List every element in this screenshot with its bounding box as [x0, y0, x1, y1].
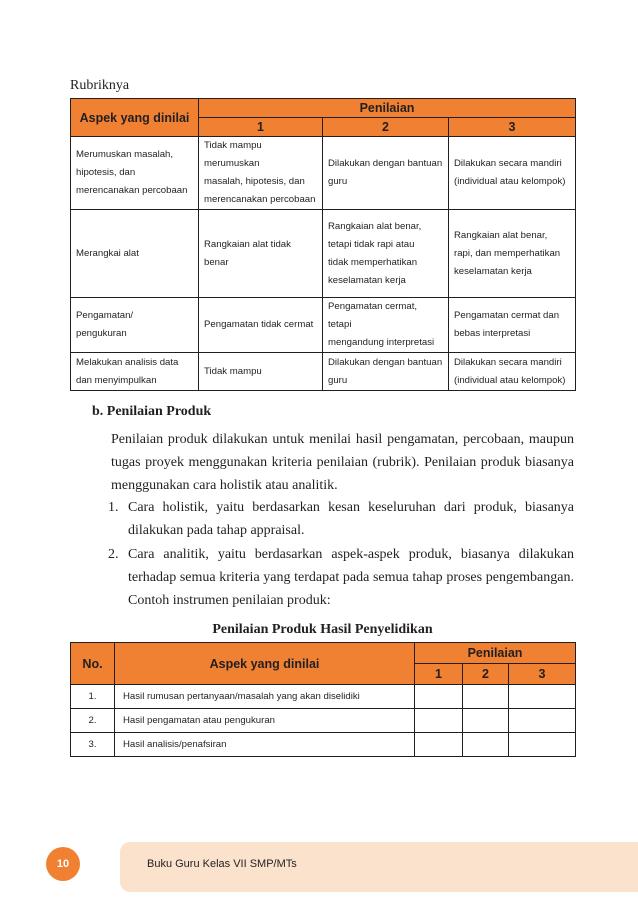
cell-line: tidak memperhatikan [328, 256, 418, 268]
rubric-aspect-cell [71, 210, 199, 298]
rubric-header-penilaian: Penilaian [199, 99, 576, 118]
cell-line: Pengamatan tidak cermat [204, 319, 314, 330]
rubric-aspect-cell [71, 298, 199, 353]
cell-line: keselamatan kerja [328, 274, 406, 286]
list-item-number: 1. [108, 500, 119, 515]
list-item [108, 543, 574, 612]
cell-line: Pengamatan cermat dan [454, 310, 560, 321]
cell-line: tetapi tidak rapi atau [328, 238, 415, 250]
cell-line: Pengamatan/ [76, 310, 134, 321]
score-cell [415, 685, 463, 709]
table-row [71, 353, 576, 391]
rubric-score-cell [449, 298, 576, 353]
table-row [71, 733, 576, 757]
table-row [71, 298, 576, 353]
product-header-no: No. [71, 643, 115, 685]
cell-line: Merumuskan masalah, [76, 149, 174, 160]
rubric-score-cell [323, 210, 449, 298]
rubric-score-header: 1 [199, 118, 323, 137]
rubric-score-cell [449, 210, 576, 298]
product-score-header: 2 [463, 664, 509, 685]
list-item-number: 2. [108, 547, 119, 562]
rubric-aspect-cell [71, 353, 199, 391]
score-cell [415, 733, 463, 757]
cell-line: Rangkaian alat benar, [454, 229, 548, 241]
row-number: 3. [71, 733, 115, 757]
score-cell [415, 709, 463, 733]
section-heading: b. Penilaian Produk [92, 404, 212, 419]
rubric-table [70, 98, 576, 391]
cell-line: Dilakukan secara mandiri [454, 356, 562, 368]
row-number: 2. [71, 709, 115, 733]
cell-line: Merangkai alat [76, 247, 139, 259]
product-score-header: 3 [509, 664, 576, 685]
cell-line: (individual atau kelompok) [454, 374, 566, 386]
cell-line: Dilakukan dengan bantuan [328, 356, 443, 368]
cell-line: bebas interpretasi [454, 328, 531, 339]
product-header-aspect: Aspek yang dinilai [115, 643, 415, 685]
cell-line: merencanakan percobaan [204, 194, 316, 205]
rubric-score-cell [323, 298, 449, 353]
section-paragraph: Penilaian produk dilakukan untuk menilai hasil pengamatan, percobaan, maupun tugas proyek menggunakan kriteria penilaian (rubrik). Penilaian produk biasanya menggunakan cara holistik atau analitik. [111, 432, 574, 493]
rubric-score-cell [199, 137, 323, 210]
cell-line: Tidak mampu [204, 365, 262, 377]
cell-line: Dilakukan dengan bantuan [328, 158, 443, 169]
cell-line: merencanakan percobaan [76, 185, 188, 196]
row-number: 1. [71, 685, 115, 709]
product-table-title: Penilaian Produk Hasil Penyelidikan [212, 622, 433, 637]
cell-line: Rangkaian alat tidak benar [204, 238, 291, 268]
rubric-score-cell [199, 298, 323, 353]
rubric-score-header: 3 [449, 118, 576, 137]
score-cell [509, 733, 576, 757]
rubric-label: Rubriknya [70, 78, 130, 93]
method-list [108, 496, 574, 613]
table-row [71, 137, 576, 210]
rubric-score-cell [323, 137, 449, 210]
score-cell [509, 709, 576, 733]
rubric-aspect-cell [71, 137, 199, 210]
cell-line: rapi, dan memperhatikan [454, 247, 561, 259]
cell-line: Rangkaian alat benar, [328, 220, 422, 232]
table-row [71, 210, 576, 298]
cell-line: Melakukan analisis data [76, 356, 179, 368]
cell-line: pengukuran [76, 328, 127, 339]
row-aspect: Hasil rumusan pertanyaan/masalah yang akan diselidiki [115, 685, 415, 709]
score-cell [463, 733, 509, 757]
rubric-header-aspect: Aspek yang dinilai [71, 99, 199, 137]
list-item-text: Cara holistik, yaitu berdasarkan kesan keseluruhan dari produk, biasanya dilakukan pada tahap appraisal. [128, 500, 574, 538]
table-row [71, 709, 576, 733]
score-cell [509, 685, 576, 709]
cell-line: keselamatan kerja [454, 265, 532, 277]
rubric-score-header: 2 [323, 118, 449, 137]
cell-line: guru [328, 374, 348, 386]
list-item [108, 496, 574, 542]
row-aspect: Hasil analisis/penafsiran [115, 733, 415, 757]
cell-line: guru [328, 176, 348, 187]
product-header-penilaian: Penilaian [415, 643, 576, 664]
cell-line: dan menyimpulkan [76, 374, 157, 386]
list-item-text: Cara analitik, yaitu berdasarkan aspek-aspek produk, biasanya dilakukan terhadap semua kriteria yang terdapat pada semua tahap proses pengembangan. Contoh instrumen penilaian produk: [128, 547, 574, 608]
product-score-header: 1 [415, 664, 463, 685]
cell-line: Dilakukan secara mandiri [454, 158, 562, 169]
cell-line: Pengamatan cermat, tetapi [328, 301, 418, 330]
table-row [71, 685, 576, 709]
product-table [70, 642, 576, 757]
row-aspect: Hasil pengamatan atau pengukuran [115, 709, 415, 733]
cell-line: mengandung interpretasi [328, 337, 435, 348]
rubric-score-cell [199, 353, 323, 391]
rubric-score-cell [449, 137, 576, 210]
cell-line: masalah, hipotesis, dan [204, 176, 305, 187]
rubric-score-cell [449, 353, 576, 391]
cell-line: hipotesis, dan [76, 167, 136, 178]
cell-line: Tidak mampu merumuskan [204, 140, 262, 169]
book-title: Buku Guru Kelas VII SMP/MTs [147, 858, 297, 870]
page-number: 10 [46, 847, 80, 881]
rubric-score-cell [323, 353, 449, 391]
cell-line: (individual atau kelompok) [454, 176, 566, 187]
score-cell [463, 709, 509, 733]
score-cell [463, 685, 509, 709]
rubric-score-cell [199, 210, 323, 298]
